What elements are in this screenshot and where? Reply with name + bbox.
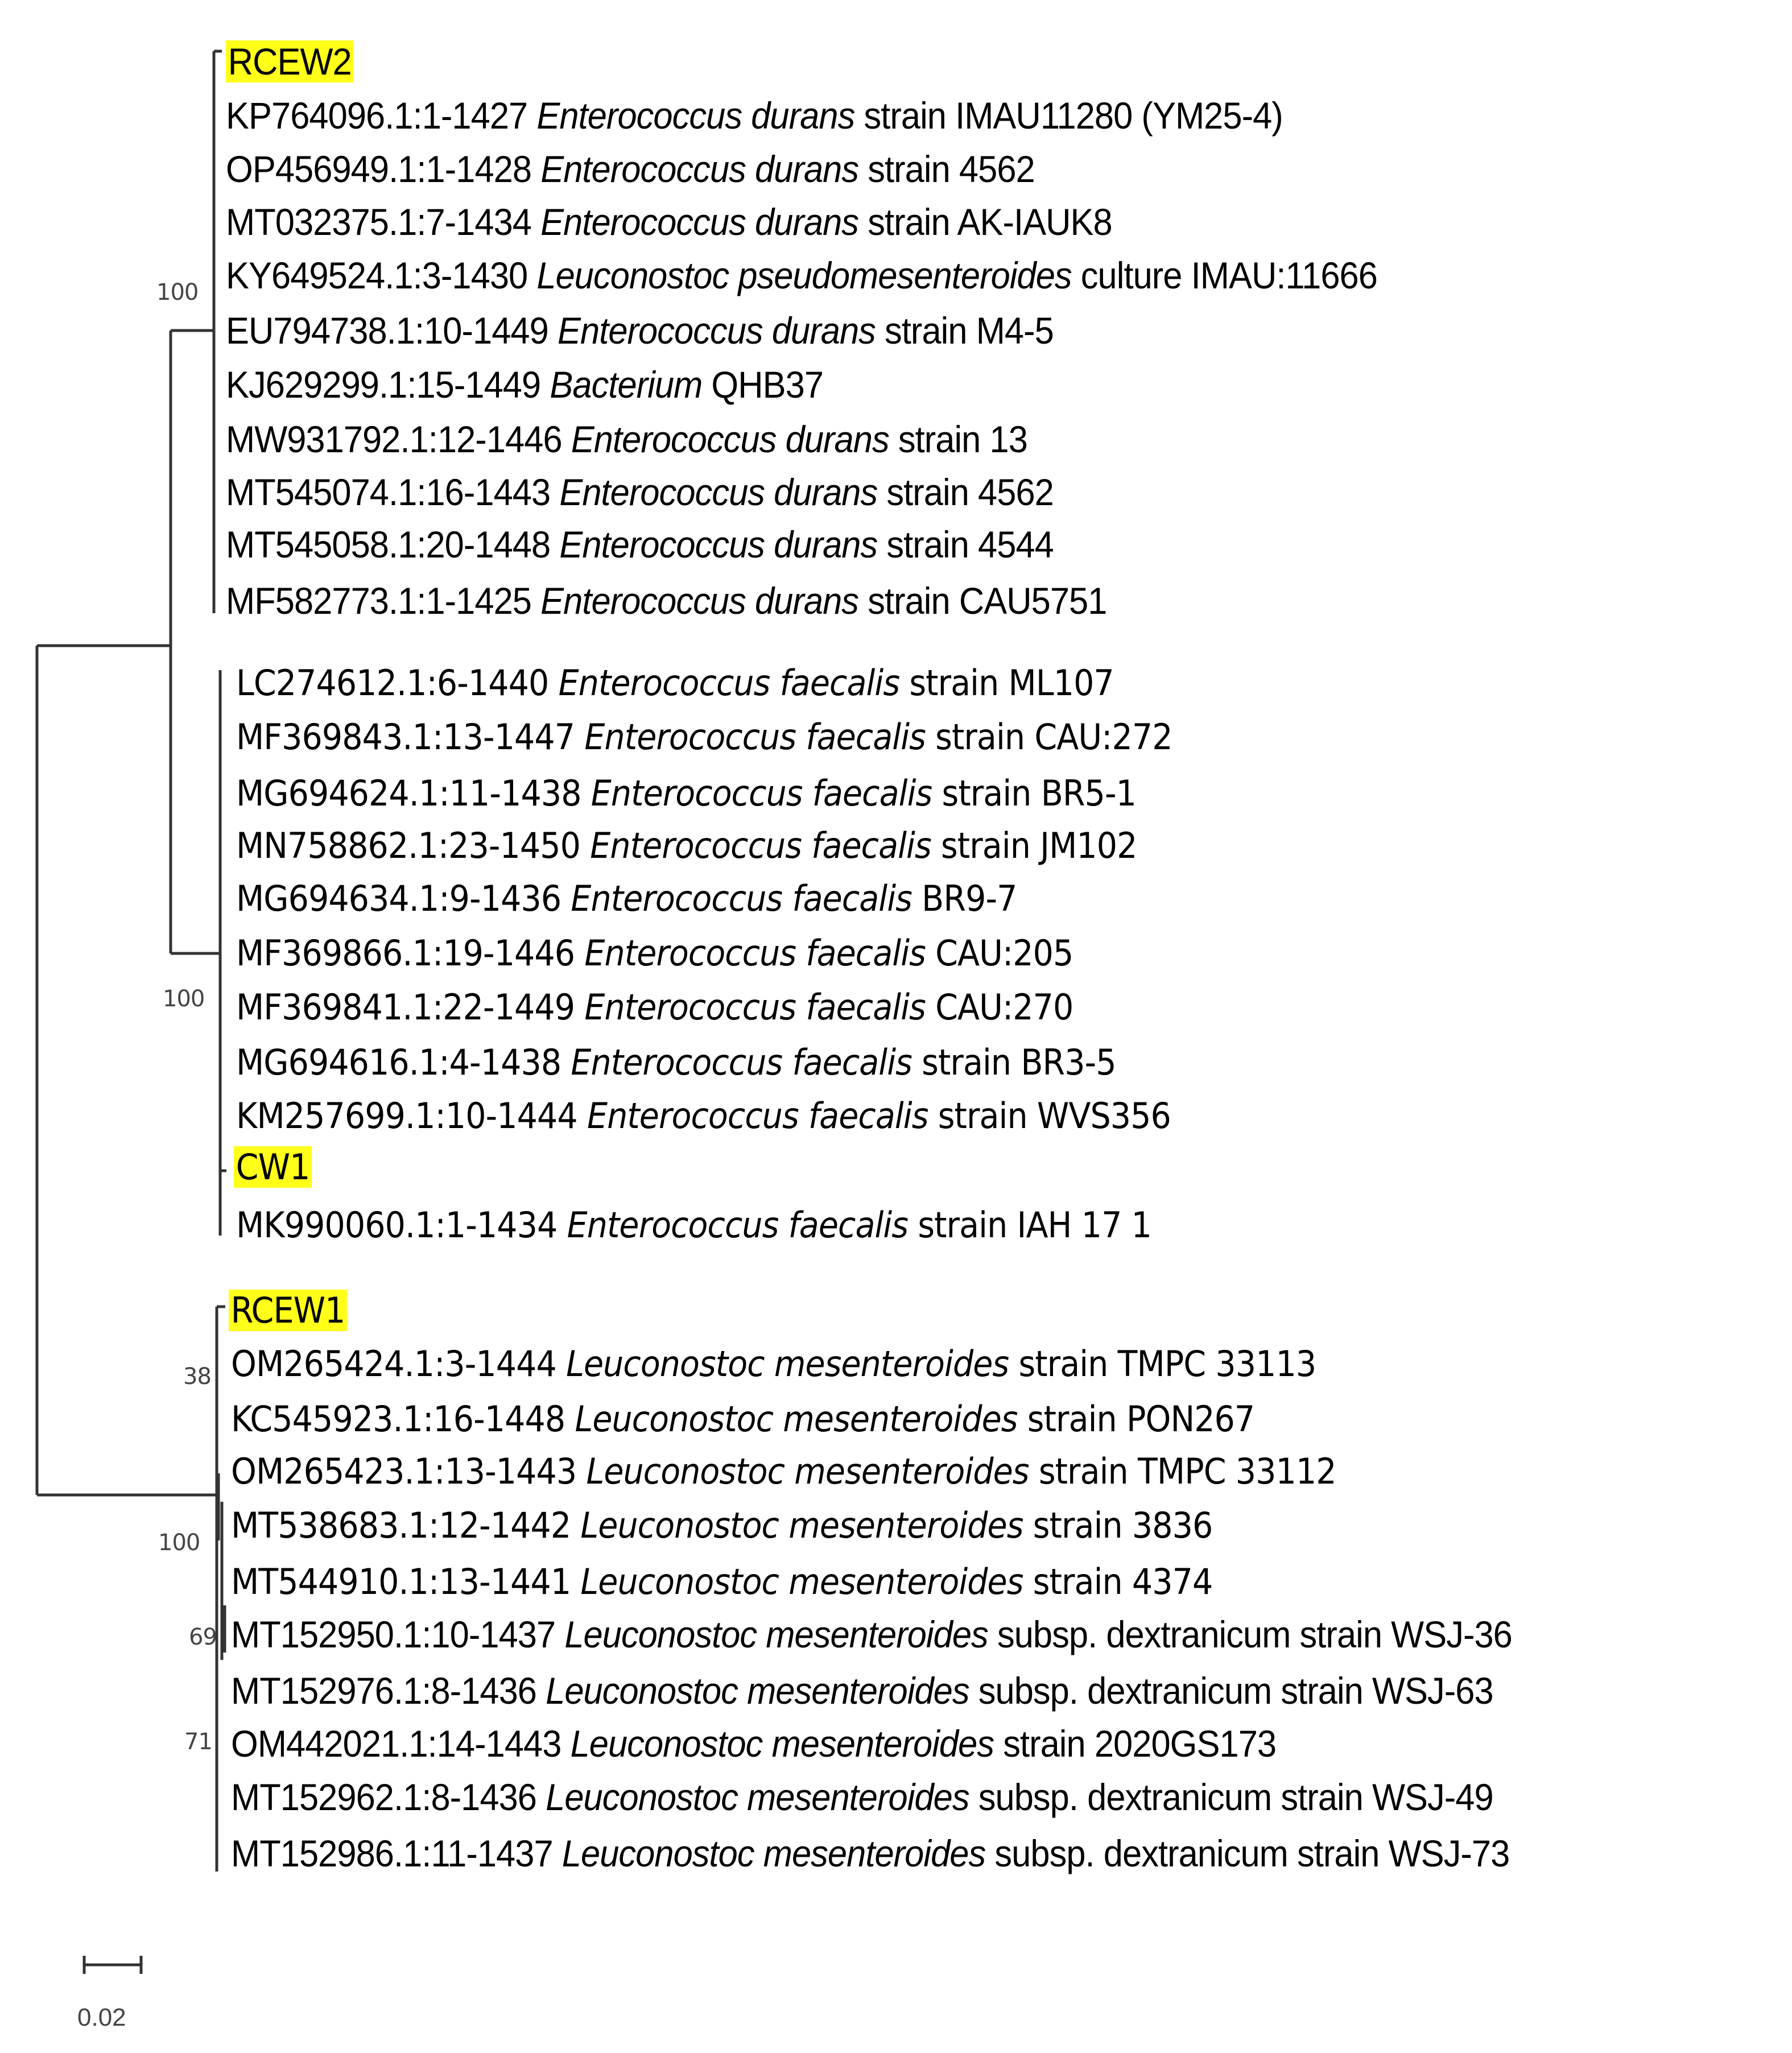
leaf-label: KM257699.1:10-1444 Enterococcus faecalis strain WVS356 [236,1095,1171,1137]
leaf-label [234,1145,312,1190]
leaf-label: OM265423.1:13-1443 Leuconostoc mesenteroides strain TMPC 33112 [231,1451,1336,1492]
leaf-label: MT032375.1:7-1434 Enterococcus durans strain AK-IAUK8 [226,201,1112,243]
leaf-label: MT545058.1:20-1448 Enterococcus durans strain 4544 [226,523,1054,565]
highlighted-sample: RCEW1 [229,1290,347,1331]
leaf-label: LC274612.1:6-1440 Enterococcus faecalis strain ML107 [236,662,1114,704]
leaf-label: MG694624.1:11-1438 Enterococcus faecalis strain BR5-1 [236,773,1137,814]
leaf-label: MF582773.1:1-1425 Enterococcus durans strain CAU5751 [226,580,1107,622]
leaf-label: MT152962.1:8-1436 Leuconostoc mesenteroides subsp. dextranicum strain WSJ-49 [231,1776,1493,1818]
leaf-label [229,1288,347,1333]
leaf-label: MG694616.1:4-1438 Enterococcus faecalis strain BR3-5 [236,1042,1116,1083]
bootstrap-69: 69 [189,1624,217,1650]
leaf-label [226,39,353,84]
leaf-label: OM442021.1:14-1443 Leuconostoc mesenteroides strain 2020GS173 [231,1722,1277,1765]
highlighted-sample: RCEW2 [226,40,353,82]
leaf-label: MT152950.1:10-1437 Leuconostoc mesenteroides subsp. dextranicum strain WSJ-36 [231,1613,1512,1655]
leaf-label: EU794738.1:10-1449 Enterococcus durans strain M4-5 [226,309,1054,352]
leaf-label: MW931792.1:12-1446 Enterococcus durans strain 13 [226,418,1027,460]
bootstrap-38: 38 [183,1364,211,1390]
leaf-label: MN758862.1:23-1450 Enterococcus faecalis strain JM102 [236,825,1137,866]
highlighted-sample: CW1 [234,1146,312,1188]
leaf-label: OM265424.1:3-1444 Leuconostoc mesenteroides strain TMPC 33113 [231,1343,1316,1385]
leaf-label: MF369866.1:19-1446 Enterococcus faecalis CAU:205 [236,932,1073,974]
scale-bar-label: 0.02 [77,2004,126,2031]
bootstrap-faecalis: 100 [163,986,205,1012]
leaf-label: MF369841.1:22-1449 Enterococcus faecalis CAU:270 [236,986,1073,1028]
leaf-label: MT538683.1:12-1442 Leuconostoc mesenteroides strain 3836 [231,1505,1213,1546]
leaf-label: MK990060.1:1-1434 Enterococcus faecalis strain IAH 17 1 [236,1204,1152,1246]
bootstrap-durans: 100 [156,279,199,305]
leaf-label: OP456949.1:1-1428 Enterococcus durans strain 4562 [226,148,1035,190]
leaf-label: MF369843.1:13-1447 Enterococcus faecalis strain CAU:272 [236,716,1172,758]
leaf-label: MT545074.1:16-1443 Enterococcus durans strain 4562 [226,471,1054,513]
leaf-label: KP764096.1:1-1427 Enterococcus durans strain IMAU11280 (YM25-4) [226,94,1283,137]
bootstrap-leuconostoc: 100 [158,1530,200,1556]
leaf-label: KY649524.1:3-1430 Leuconostoc pseudomesenteroides culture IMAU:11666 [226,254,1377,296]
leaf-label: MG694634.1:9-1436 Enterococcus faecalis BR9-7 [236,878,1017,919]
leaf-label: KJ629299.1:15-1449 Bacterium QHB37 [226,363,824,406]
leaf-label: KC545923.1:16-1448 Leuconostoc mesenteroides strain PON267 [231,1398,1255,1440]
leaf-label: MT544910.1:13-1441 Leuconostoc mesenteroides strain 4374 [231,1561,1213,1602]
bootstrap-71: 71 [184,1729,212,1755]
leaf-label: MT152976.1:8-1436 Leuconostoc mesenteroides subsp. dextranicum strain WSJ-63 [231,1670,1493,1712]
leaf-label: MT152986.1:11-1437 Leuconostoc mesenteroides subsp. dextranicum strain WSJ-73 [231,1832,1510,1874]
